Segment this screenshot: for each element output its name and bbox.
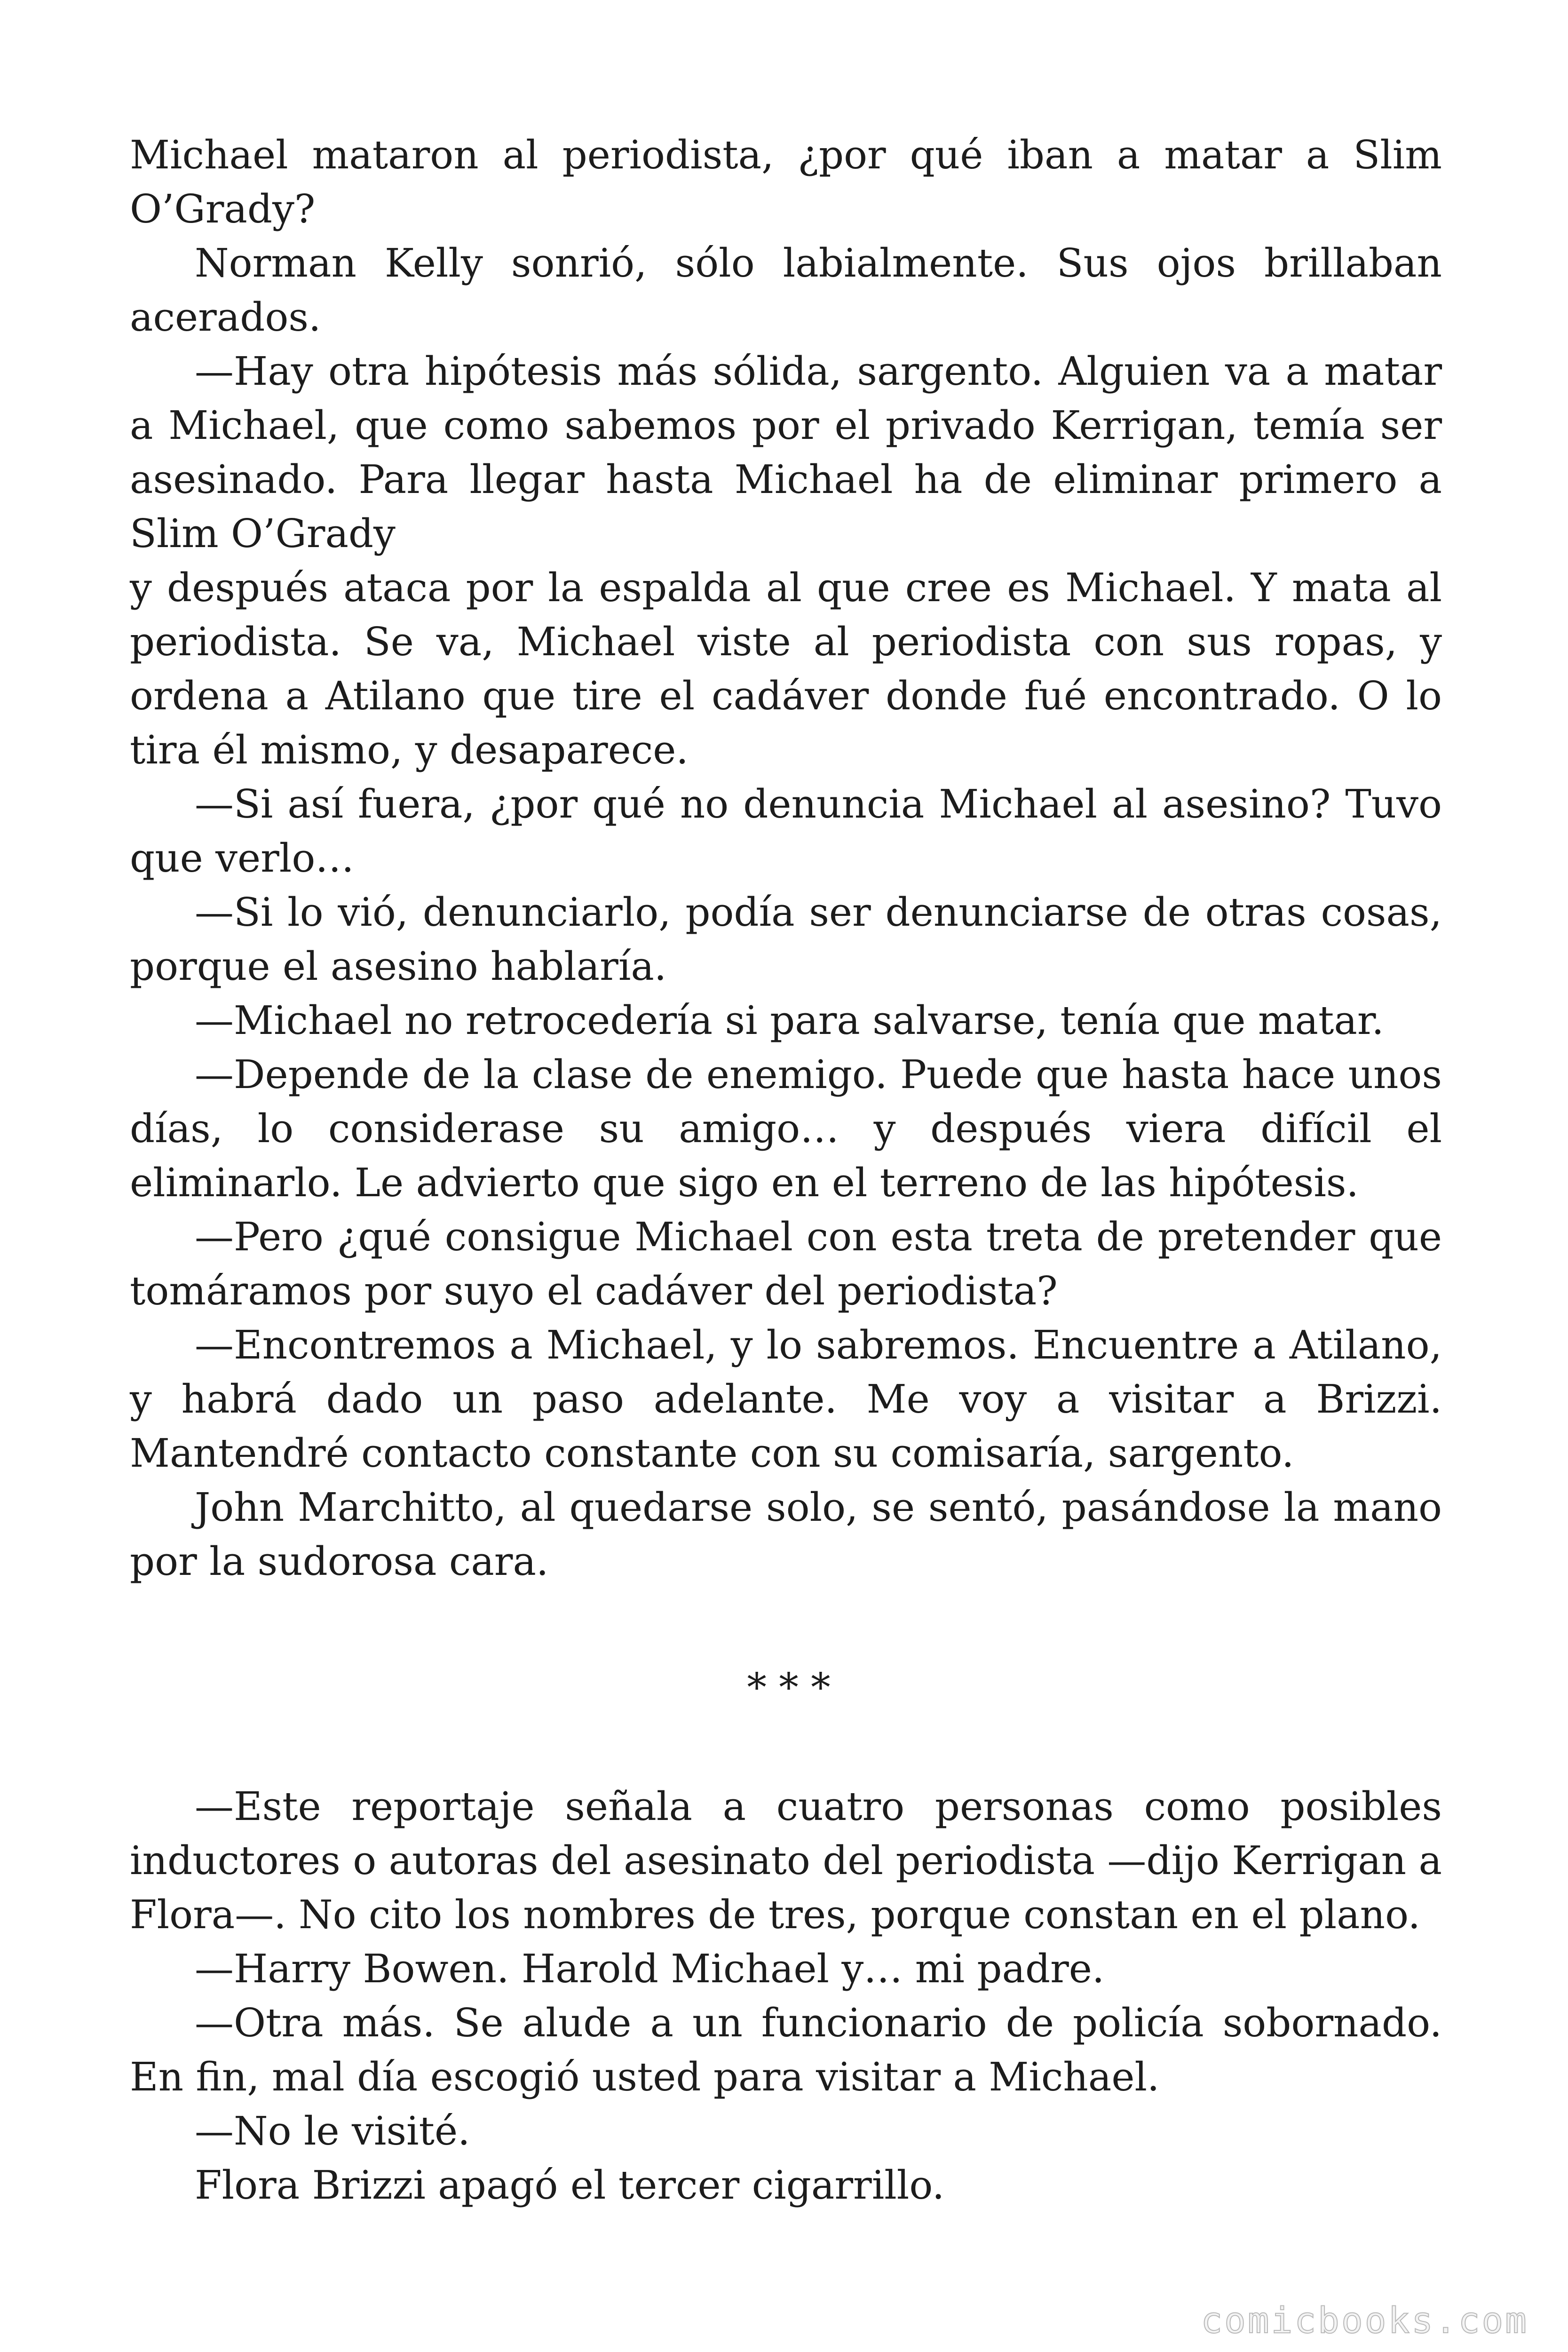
paragraph: —Encontremos a Michael, y lo sabremos. Encuentre a Atilano, y habrá dado un paso adelante. Me voy a visitar a Brizzi. Mantendré contacto constante con su comisaría, sargento. (130, 1322, 1442, 1476)
paragraph: —Depende de la clase de enemigo. Puede que hasta hace unos días, lo considerase su amigo… y después viera difícil el eliminarlo. Le advierto que sigo en el terreno de las hipótesis. (130, 1052, 1442, 1206)
paragraph: —Si así fuera, ¿por qué no denuncia Michael al asesino? Tuvo que verlo… (130, 781, 1442, 881)
page-text-top (130, 128, 1442, 1589)
paragraph: —Hay otra hipótesis más sólida, sargento. Alguien va a matar a Michael, que como sabemos por el privado Kerrigan, temía ser asesinado. Para llegar hasta Michael ha de eliminar primero a Slim O’Grady (130, 349, 1442, 556)
watermark: comicbooks.com (1201, 2299, 1528, 2341)
paragraph: —Otra más. Se alude a un funcionario de policía sobornado. En fin, mal día escogió usted para visitar a Michael. (130, 2000, 1442, 2100)
paragraph: Flora Brizzi apagó el tercer cigarrillo. (195, 2162, 945, 2208)
paragraph: Michael mataron al periodista, ¿por qué iban a matar a Slim O’Grady? (130, 132, 1442, 232)
paragraph: —Si lo vió, denunciarlo, podía ser denunciarse de otras cosas, porque el asesino hablaría. (130, 890, 1442, 989)
section-separator: * * * (747, 1665, 831, 1710)
paragraph: —No le visité. (195, 2108, 470, 2154)
paragraph: —Pero ¿qué consigue Michael con esta treta de pretender que tomáramos por suyo el cadáver del periodista? (130, 1214, 1442, 1314)
paragraph: —Michael no retrocedería si para salvarse, tenía que matar. (195, 998, 1384, 1043)
page-text-bottom (130, 1780, 1442, 2212)
paragraph: —Este reportaje señala a cuatro personas como posibles inductores o autoras del asesinato del periodista —dijo Kerrigan a Flora—. No cito los nombres de tres, porque constan en el plano. (130, 1784, 1442, 1938)
paragraph: —Harry Bowen. Harold Michael y… mi padre. (195, 1946, 1105, 1992)
paragraph: Norman Kelly sonrió, sólo labialmente. Sus ojos brillaban acerados. (130, 240, 1442, 340)
paragraph: John Marchitto, al quedarse solo, se sentó, pasándose la mano por la sudorosa cara. (130, 1485, 1442, 1584)
paragraph: y después ataca por la espalda al que cree es Michael. Y mata al periodista. Se va, Michael viste al periodista con sus ropas, y ordena a Atilano que tire el cadáver donde fué encontrado. O lo tira él mismo, y desaparece. (130, 565, 1442, 773)
